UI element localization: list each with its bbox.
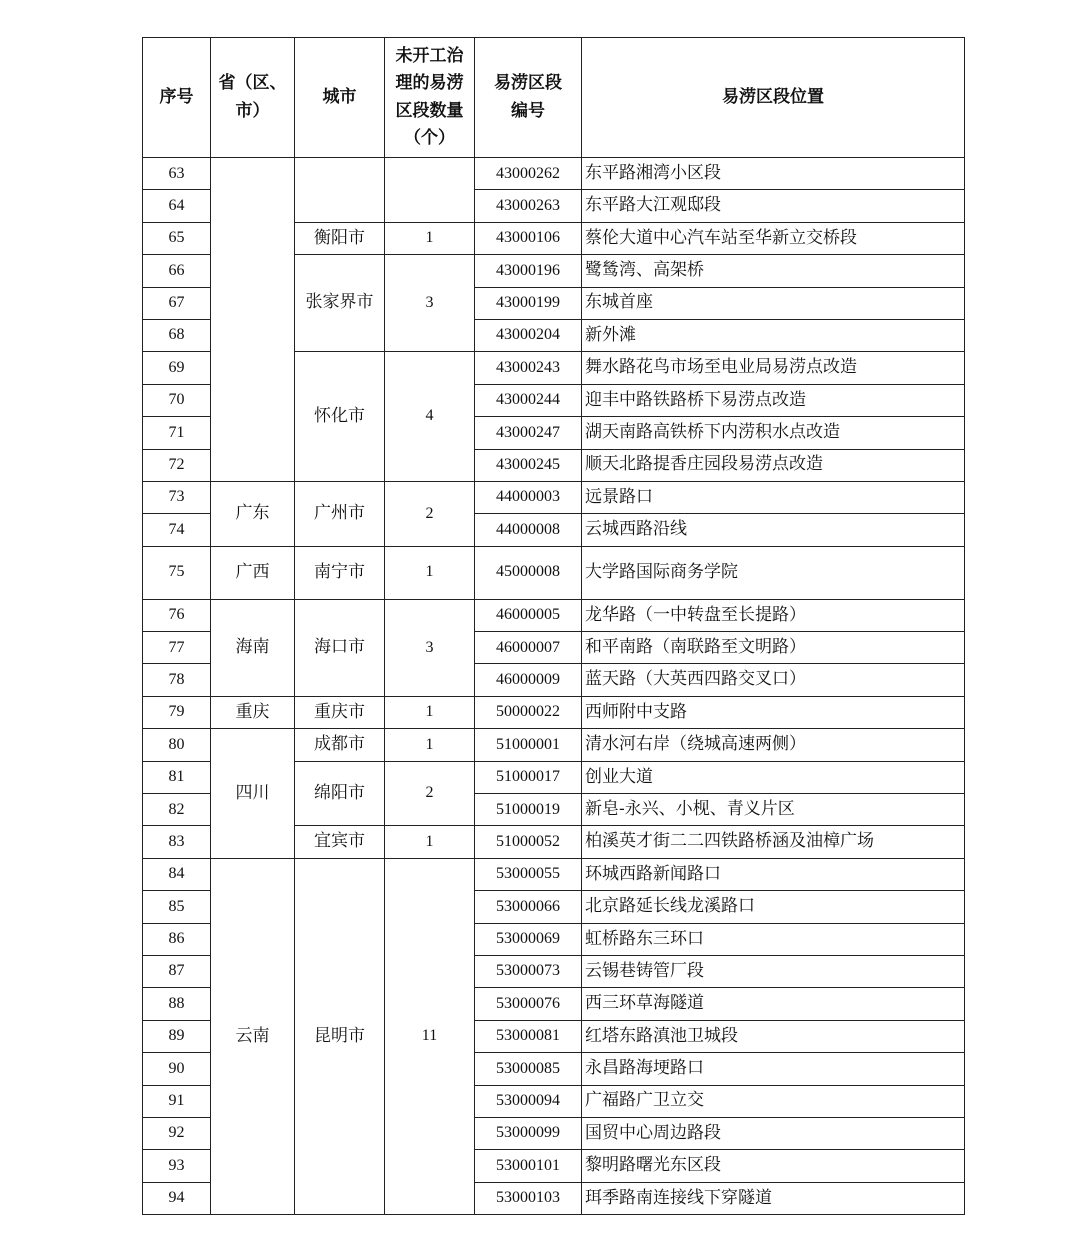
city-cell: 南宁市 [295, 546, 385, 599]
code-cell: 43000245 [475, 449, 582, 481]
count-cell: 1 [385, 729, 475, 761]
code-cell: 43000243 [475, 352, 582, 384]
seq-cell: 82 [143, 794, 211, 826]
code-cell: 53000099 [475, 1117, 582, 1149]
header-count: 未开工治理的易涝区段数量（个） [385, 38, 475, 158]
location-cell: 蔡伦大道中心汽车站至华新立交桥段 [582, 222, 965, 254]
code-cell: 43000199 [475, 287, 582, 319]
flood-section-table [142, 37, 965, 1215]
code-cell: 46000005 [475, 599, 582, 631]
code-cell: 45000008 [475, 546, 582, 599]
seq-cell: 65 [143, 222, 211, 254]
count-cell: 11 [385, 858, 475, 1214]
code-cell: 44000003 [475, 481, 582, 513]
province-cell: 四川 [211, 729, 295, 859]
seq-cell: 89 [143, 1020, 211, 1052]
code-cell: 43000262 [475, 158, 582, 190]
code-cell: 51000001 [475, 729, 582, 761]
city-cell: 昆明市 [295, 858, 385, 1214]
seq-cell: 91 [143, 1085, 211, 1117]
location-cell: 黎明路曙光东区段 [582, 1150, 965, 1182]
table-row [143, 546, 965, 599]
seq-cell: 74 [143, 514, 211, 546]
seq-cell: 85 [143, 891, 211, 923]
header-province: 省（区、市） [211, 38, 295, 158]
seq-cell: 78 [143, 664, 211, 696]
count-cell: 2 [385, 761, 475, 826]
header-seq: 序号 [143, 38, 211, 158]
location-cell: 东平路大江观邸段 [582, 190, 965, 222]
code-cell: 51000052 [475, 826, 582, 858]
seq-cell: 79 [143, 696, 211, 728]
code-cell: 53000066 [475, 891, 582, 923]
code-cell: 51000019 [475, 794, 582, 826]
location-cell: 云锡巷铸管厂段 [582, 955, 965, 987]
table-row [143, 696, 965, 728]
location-cell: 和平南路（南联路至文明路） [582, 632, 965, 664]
code-cell: 50000022 [475, 696, 582, 728]
seq-cell: 86 [143, 923, 211, 955]
code-cell: 43000263 [475, 190, 582, 222]
city-cell-empty [295, 158, 385, 223]
seq-cell: 93 [143, 1150, 211, 1182]
seq-cell: 72 [143, 449, 211, 481]
city-cell: 海口市 [295, 599, 385, 696]
location-cell: 虹桥路东三环口 [582, 923, 965, 955]
location-cell: 湖天南路高铁桥下内涝积水点改造 [582, 417, 965, 449]
city-cell: 怀化市 [295, 352, 385, 482]
code-cell: 51000017 [475, 761, 582, 793]
location-cell: 龙华路（一中转盘至长提路） [582, 599, 965, 631]
table-row [143, 858, 965, 890]
seq-cell: 67 [143, 287, 211, 319]
location-cell: 云城西路沿线 [582, 514, 965, 546]
city-cell: 张家界市 [295, 255, 385, 352]
location-cell: 新外滩 [582, 319, 965, 351]
count-cell: 1 [385, 826, 475, 858]
location-cell: 东城首座 [582, 287, 965, 319]
city-cell: 广州市 [295, 481, 385, 546]
code-cell: 43000247 [475, 417, 582, 449]
seq-cell: 71 [143, 417, 211, 449]
location-cell: 国贸中心周边路段 [582, 1117, 965, 1149]
code-cell: 43000106 [475, 222, 582, 254]
location-cell: 北京路延长线龙溪路口 [582, 891, 965, 923]
code-cell: 53000103 [475, 1182, 582, 1214]
seq-cell: 88 [143, 988, 211, 1020]
seq-cell: 87 [143, 955, 211, 987]
province-cell: 重庆 [211, 696, 295, 728]
count-cell: 1 [385, 696, 475, 728]
location-cell: 蓝天路（大英西四路交叉口） [582, 664, 965, 696]
table-row [143, 599, 965, 631]
seq-cell: 90 [143, 1053, 211, 1085]
city-cell: 绵阳市 [295, 761, 385, 826]
province-cell: 云南 [211, 858, 295, 1214]
city-cell: 成都市 [295, 729, 385, 761]
code-cell: 53000069 [475, 923, 582, 955]
count-cell: 3 [385, 255, 475, 352]
seq-cell: 75 [143, 546, 211, 599]
city-cell: 衡阳市 [295, 222, 385, 254]
seq-cell: 66 [143, 255, 211, 287]
count-cell: 3 [385, 599, 475, 696]
location-cell: 红塔东路滇池卫城段 [582, 1020, 965, 1052]
header-location: 易涝区段位置 [582, 38, 965, 158]
code-cell: 53000101 [475, 1150, 582, 1182]
count-cell: 1 [385, 546, 475, 599]
count-cell-empty [385, 158, 475, 223]
header-city: 城市 [295, 38, 385, 158]
province-cell: 广东 [211, 481, 295, 546]
location-cell: 清水河右岸（绕城高速两侧） [582, 729, 965, 761]
code-cell: 44000008 [475, 514, 582, 546]
seq-cell: 63 [143, 158, 211, 190]
count-cell: 2 [385, 481, 475, 546]
location-cell: 顺天北路提香庄园段易涝点改造 [582, 449, 965, 481]
location-cell: 珥季路南连接线下穿隧道 [582, 1182, 965, 1214]
seq-cell: 76 [143, 599, 211, 631]
seq-cell: 80 [143, 729, 211, 761]
location-cell: 远景路口 [582, 481, 965, 513]
code-cell: 53000085 [475, 1053, 582, 1085]
seq-cell: 73 [143, 481, 211, 513]
location-cell: 西三环草海隧道 [582, 988, 965, 1020]
header-code: 易涝区段编号 [475, 38, 582, 158]
count-cell: 4 [385, 352, 475, 482]
location-cell: 迎丰中路铁路桥下易涝点改造 [582, 384, 965, 416]
province-cell: 广西 [211, 546, 295, 599]
table-row [143, 729, 965, 761]
seq-cell: 92 [143, 1117, 211, 1149]
location-cell: 大学路国际商务学院 [582, 546, 965, 599]
seq-cell: 68 [143, 319, 211, 351]
seq-cell: 64 [143, 190, 211, 222]
location-cell: 环城西路新闻路口 [582, 858, 965, 890]
code-cell: 43000204 [475, 319, 582, 351]
count-cell: 1 [385, 222, 475, 254]
code-cell: 53000076 [475, 988, 582, 1020]
location-cell: 西师附中支路 [582, 696, 965, 728]
location-cell: 广福路广卫立交 [582, 1085, 965, 1117]
code-cell: 46000007 [475, 632, 582, 664]
code-cell: 53000081 [475, 1020, 582, 1052]
seq-cell: 81 [143, 761, 211, 793]
province-cell-empty [211, 158, 295, 482]
location-cell: 柏溪英才街二二四铁路桥涵及油樟广场 [582, 826, 965, 858]
city-cell: 宜宾市 [295, 826, 385, 858]
seq-cell: 69 [143, 352, 211, 384]
table-row [143, 158, 965, 190]
code-cell: 43000196 [475, 255, 582, 287]
seq-cell: 84 [143, 858, 211, 890]
table-row [143, 481, 965, 513]
province-cell: 海南 [211, 599, 295, 696]
header-row [143, 38, 965, 158]
city-cell: 重庆市 [295, 696, 385, 728]
seq-cell: 94 [143, 1182, 211, 1214]
seq-cell: 83 [143, 826, 211, 858]
location-cell: 新皂-永兴、小枧、青义片区 [582, 794, 965, 826]
location-cell: 鹭鸶湾、高架桥 [582, 255, 965, 287]
location-cell: 舞水路花鸟市场至电业局易涝点改造 [582, 352, 965, 384]
seq-cell: 77 [143, 632, 211, 664]
location-cell: 创业大道 [582, 761, 965, 793]
location-cell: 永昌路海埂路口 [582, 1053, 965, 1085]
seq-cell: 70 [143, 384, 211, 416]
code-cell: 46000009 [475, 664, 582, 696]
code-cell: 53000055 [475, 858, 582, 890]
code-cell: 43000244 [475, 384, 582, 416]
code-cell: 53000094 [475, 1085, 582, 1117]
location-cell: 东平路湘湾小区段 [582, 158, 965, 190]
code-cell: 53000073 [475, 955, 582, 987]
